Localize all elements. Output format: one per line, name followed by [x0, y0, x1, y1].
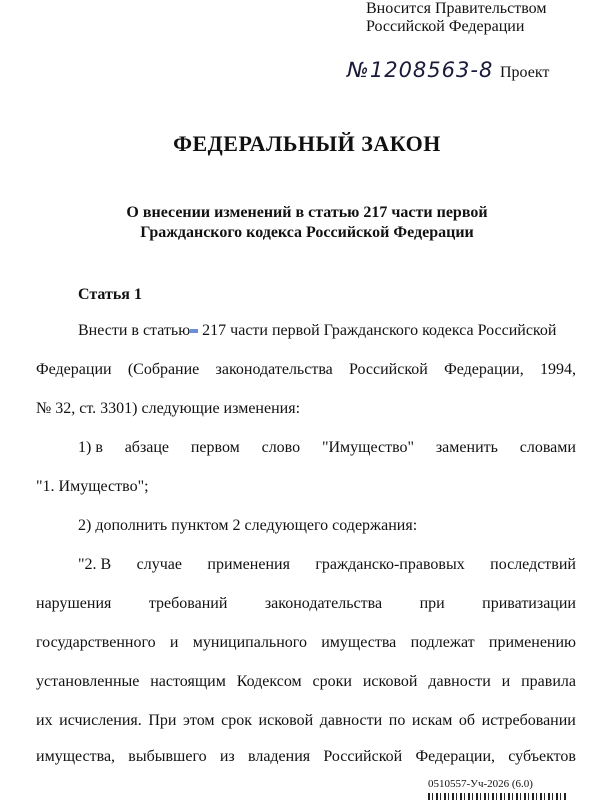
subtitle-line-2: Гражданского кодекса Российской Федерации: [140, 224, 474, 241]
word: давности: [428, 673, 491, 690]
p1-line1-part-a: Внести в статью: [78, 322, 191, 339]
paragraph-1-line-3: № 32, ст. 3301) следующие изменения:: [36, 400, 301, 417]
word: искам: [411, 712, 453, 729]
word: исчисления.: [59, 712, 142, 729]
word: заменить: [435, 439, 498, 456]
quote-line-6: [36, 748, 576, 766]
quote-line-1: [78, 556, 576, 574]
law-title: ФЕДЕРАЛЬНЫЙ ЗАКОН: [173, 131, 441, 156]
word: владения: [247, 748, 311, 765]
word: исковой: [258, 712, 314, 729]
word: "2. В: [78, 556, 112, 573]
word: их: [36, 712, 53, 729]
word: и: [169, 634, 179, 651]
word: по: [388, 712, 406, 729]
p1-line1-part-b: 217 части первой Гражданского кодекса Российской: [202, 322, 557, 339]
word: выбывшего: [128, 748, 207, 765]
word: этом: [183, 712, 215, 729]
paragraph-2-line-2: "1. Имущество";: [36, 478, 149, 495]
word: абзаце: [124, 439, 170, 456]
word: словами: [519, 439, 576, 456]
text-cursor-mark: [190, 329, 198, 333]
word: имущества,: [36, 748, 116, 765]
word: установленные: [36, 673, 140, 690]
word: Федерации,: [415, 748, 496, 765]
word: нарушения: [36, 595, 112, 612]
word: и: [501, 673, 511, 690]
word: Кодексом: [236, 673, 302, 690]
word: подлежат: [410, 634, 475, 651]
word: срок: [221, 712, 252, 729]
word: субъектов: [508, 748, 576, 765]
word: требований: [148, 595, 228, 612]
quote-line-2: [36, 595, 576, 613]
word: "Имущество": [321, 439, 415, 456]
word: первом: [190, 439, 240, 456]
registration-number: №1208563-8: [347, 58, 494, 82]
word: применения: [207, 556, 290, 573]
subtitle-line-1: О внесении изменений в статью 217 части первой: [126, 204, 488, 221]
quote-line-4: [36, 673, 576, 691]
word: сроки: [312, 673, 352, 690]
word: слово: [261, 439, 301, 456]
word: при: [419, 595, 445, 612]
word: законодательства: [264, 595, 383, 612]
word: имущества: [321, 634, 397, 651]
law-subtitle: [0, 203, 600, 243]
word: Федерации,: [444, 361, 524, 378]
submitted-by-block: [366, 0, 546, 36]
quote-line-3: [36, 634, 576, 652]
word: давности: [319, 712, 383, 729]
paragraph-1-line-2: [36, 361, 576, 379]
paragraph-2-line-1: [78, 439, 576, 457]
word: настоящим: [150, 673, 226, 690]
barcode: [428, 793, 568, 800]
word: 1994,: [539, 361, 576, 378]
word: 1) в: [78, 439, 103, 456]
paragraph-3-line-1: 2) дополнить пунктом 2 следующего содержания:: [78, 517, 418, 534]
project-status-label: Проект: [500, 64, 550, 81]
document-code: 0510557-Уч-2026 (6.0): [428, 778, 533, 790]
paragraph-1-line-1: [78, 322, 556, 340]
word: Российской: [323, 748, 403, 765]
word: случае: [136, 556, 182, 573]
word: При: [148, 712, 177, 729]
word: последствий: [490, 556, 576, 573]
word: (Собрание: [127, 361, 200, 378]
submitted-line-1: Вносится Правительством: [366, 0, 547, 17]
word: правила: [521, 673, 576, 690]
word: законодательства: [215, 361, 333, 378]
word: истребовании: [481, 712, 576, 729]
word: исковой: [362, 673, 418, 690]
word: приватизации: [482, 595, 576, 612]
word: Федерации: [36, 361, 112, 378]
word: муниципального: [192, 634, 307, 651]
word: об: [458, 712, 476, 729]
word: гражданско-правовых: [315, 556, 465, 573]
submitted-line-2: Российской Федерации: [366, 18, 525, 35]
word: Российской: [349, 361, 428, 378]
word: государственного: [36, 634, 156, 651]
word: из: [219, 748, 235, 765]
article-heading: Статья 1: [78, 286, 142, 303]
quote-line-5: [36, 712, 576, 730]
word: применению: [488, 634, 576, 651]
